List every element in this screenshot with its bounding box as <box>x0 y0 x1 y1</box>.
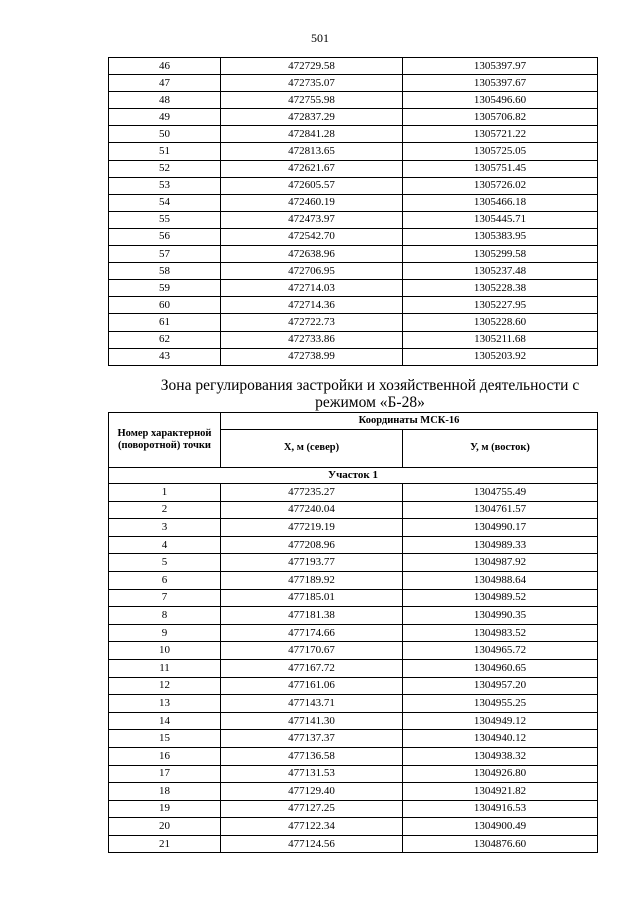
point-number-cell: 1 <box>109 484 221 502</box>
y-coordinate-cell: 1304926.80 <box>403 765 598 783</box>
x-coordinate-cell: 472621.67 <box>221 160 403 177</box>
y-coordinate-cell: 1305445.71 <box>403 211 598 228</box>
y-coordinate-cell: 1304988.64 <box>403 571 598 589</box>
table-row <box>109 730 598 748</box>
table-row <box>109 695 598 713</box>
table-row <box>109 536 598 554</box>
y-coordinate-cell: 1304955.25 <box>403 695 598 713</box>
x-coordinate-cell: 477219.19 <box>221 519 403 537</box>
x-coordinate-cell: 477240.04 <box>221 501 403 519</box>
y-coordinate-cell: 1305726.02 <box>403 177 598 194</box>
y-coordinate-cell: 1305466.18 <box>403 194 598 211</box>
point-number-cell: 2 <box>109 501 221 519</box>
point-number-cell: 17 <box>109 765 221 783</box>
table-row <box>109 348 598 365</box>
table-row <box>109 280 598 297</box>
point-number-cell: 61 <box>109 314 221 331</box>
point-number-cell: 16 <box>109 747 221 765</box>
point-number-cell: 13 <box>109 695 221 713</box>
point-number-cell: 5 <box>109 554 221 572</box>
table-row <box>109 835 598 853</box>
x-coordinate-cell: 477161.06 <box>221 677 403 695</box>
point-number-cell: 9 <box>109 624 221 642</box>
header-coordinates: Координаты МСК-16 <box>221 413 598 430</box>
y-coordinate-cell: 1304990.35 <box>403 607 598 625</box>
x-coordinate-cell: 477208.96 <box>221 536 403 554</box>
table-row <box>109 263 598 280</box>
y-coordinate-cell: 1305751.45 <box>403 160 598 177</box>
y-coordinate-cell: 1304990.17 <box>403 519 598 537</box>
table-row <box>109 484 598 502</box>
x-coordinate-cell: 477136.58 <box>221 747 403 765</box>
y-coordinate-cell: 1305227.95 <box>403 297 598 314</box>
x-coordinate-cell: 472706.95 <box>221 263 403 280</box>
x-coordinate-cell: 477137.37 <box>221 730 403 748</box>
x-coordinate-cell: 472714.36 <box>221 297 403 314</box>
point-number-cell: 54 <box>109 194 221 211</box>
coordinates-table <box>108 412 598 853</box>
table-row <box>109 571 598 589</box>
table-row <box>109 747 598 765</box>
x-coordinate-cell: 472729.58 <box>221 58 403 75</box>
table-row <box>109 818 598 836</box>
point-number-cell: 60 <box>109 297 221 314</box>
y-coordinate-cell: 1305706.82 <box>403 109 598 126</box>
y-coordinate-cell: 1304761.57 <box>403 501 598 519</box>
x-coordinate-cell: 477185.01 <box>221 589 403 607</box>
x-coordinate-cell: 472837.29 <box>221 109 403 126</box>
table-row <box>109 58 598 75</box>
y-coordinate-cell: 1304940.12 <box>403 730 598 748</box>
point-number-cell: 50 <box>109 126 221 143</box>
y-coordinate-cell: 1305496.60 <box>403 92 598 109</box>
x-coordinate-cell: 477170.67 <box>221 642 403 660</box>
table-row <box>109 659 598 677</box>
table-row <box>109 642 598 660</box>
table-row <box>109 589 598 607</box>
table-row <box>109 92 598 109</box>
point-number-cell: 4 <box>109 536 221 554</box>
x-coordinate-cell: 472542.70 <box>221 228 403 245</box>
table-row <box>109 783 598 801</box>
point-number-cell: 20 <box>109 818 221 836</box>
point-number-cell: 10 <box>109 642 221 660</box>
point-number-cell: 56 <box>109 228 221 245</box>
x-coordinate-cell: 477181.38 <box>221 607 403 625</box>
y-coordinate-cell: 1305383.95 <box>403 228 598 245</box>
header-point-number: Номер характерной (поворотной) точки <box>109 413 221 468</box>
x-coordinate-cell: 472722.73 <box>221 314 403 331</box>
x-coordinate-cell: 477167.72 <box>221 659 403 677</box>
y-coordinate-cell: 1305299.58 <box>403 246 598 263</box>
point-number-cell: 53 <box>109 177 221 194</box>
y-coordinate-cell: 1305237.48 <box>403 263 598 280</box>
table-row <box>109 765 598 783</box>
point-number-cell: 15 <box>109 730 221 748</box>
y-coordinate-cell: 1305203.92 <box>403 348 598 365</box>
table-row <box>109 160 598 177</box>
y-coordinate-cell: 1304900.49 <box>403 818 598 836</box>
table-row <box>109 800 598 818</box>
y-coordinate-cell: 1305397.97 <box>403 58 598 75</box>
y-coordinate-cell: 1304965.72 <box>403 642 598 660</box>
y-coordinate-cell: 1304987.92 <box>403 554 598 572</box>
point-number-cell: 7 <box>109 589 221 607</box>
x-coordinate-cell: 472460.19 <box>221 194 403 211</box>
point-number-cell: 57 <box>109 246 221 263</box>
x-coordinate-cell: 472841.28 <box>221 126 403 143</box>
y-coordinate-cell: 1305228.60 <box>403 314 598 331</box>
point-number-cell: 58 <box>109 263 221 280</box>
x-coordinate-cell: 472638.96 <box>221 246 403 263</box>
page-number: 501 <box>311 31 329 45</box>
y-coordinate-cell: 1305228.38 <box>403 280 598 297</box>
x-coordinate-cell: 477129.40 <box>221 783 403 801</box>
table-row <box>109 177 598 194</box>
x-coordinate-cell: 472735.07 <box>221 75 403 92</box>
point-number-cell: 49 <box>109 109 221 126</box>
point-number-cell: 3 <box>109 519 221 537</box>
point-number-cell: 51 <box>109 143 221 160</box>
point-number-cell: 43 <box>109 348 221 365</box>
table-row <box>109 501 598 519</box>
x-coordinate-cell: 477174.66 <box>221 624 403 642</box>
point-number-cell: 12 <box>109 677 221 695</box>
table-row <box>109 314 598 331</box>
x-coordinate-cell: 477189.92 <box>221 571 403 589</box>
point-number-cell: 6 <box>109 571 221 589</box>
x-coordinate-cell: 472605.57 <box>221 177 403 194</box>
table-row <box>109 607 598 625</box>
table-row <box>109 297 598 314</box>
point-number-cell: 47 <box>109 75 221 92</box>
table-row <box>109 194 598 211</box>
y-coordinate-cell: 1304949.12 <box>403 712 598 730</box>
point-number-cell: 11 <box>109 659 221 677</box>
table-row <box>109 126 598 143</box>
point-number-cell: 8 <box>109 607 221 625</box>
point-number-cell: 18 <box>109 783 221 801</box>
y-coordinate-cell: 1305211.68 <box>403 331 598 348</box>
y-coordinate-cell: 1304876.60 <box>403 835 598 853</box>
point-number-cell: 46 <box>109 58 221 75</box>
point-number-cell: 52 <box>109 160 221 177</box>
x-coordinate-cell: 477235.27 <box>221 484 403 502</box>
point-number-cell: 14 <box>109 712 221 730</box>
table-row <box>109 331 598 348</box>
table-row <box>109 519 598 537</box>
x-coordinate-cell: 472473.97 <box>221 211 403 228</box>
coordinates-table-continued <box>108 57 598 366</box>
x-coordinate-cell: 477143.71 <box>221 695 403 713</box>
x-coordinate-cell: 477122.34 <box>221 818 403 836</box>
y-coordinate-cell: 1304989.52 <box>403 589 598 607</box>
header-y: У, м (восток) <box>403 430 598 468</box>
table-row <box>109 246 598 263</box>
x-coordinate-cell: 477124.56 <box>221 835 403 853</box>
point-number-cell: 59 <box>109 280 221 297</box>
y-coordinate-cell: 1304938.32 <box>403 747 598 765</box>
x-coordinate-cell: 477141.30 <box>221 712 403 730</box>
y-coordinate-cell: 1304921.82 <box>403 783 598 801</box>
subsection-label: Участок 1 <box>109 468 598 484</box>
point-number-cell: 55 <box>109 211 221 228</box>
y-coordinate-cell: 1305721.22 <box>403 126 598 143</box>
y-coordinate-cell: 1305725.05 <box>403 143 598 160</box>
y-coordinate-cell: 1304916.53 <box>403 800 598 818</box>
section-title: Зона регулирования застройки и хозяйственной деятельности с режимом «Б-28» <box>160 377 580 411</box>
y-coordinate-cell: 1304983.52 <box>403 624 598 642</box>
header-x: X, м (север) <box>221 430 403 468</box>
x-coordinate-cell: 472755.98 <box>221 92 403 109</box>
table-row <box>109 554 598 572</box>
table-row <box>109 712 598 730</box>
x-coordinate-cell: 472714.03 <box>221 280 403 297</box>
table-row <box>109 624 598 642</box>
x-coordinate-cell: 477131.53 <box>221 765 403 783</box>
subsection-row <box>109 468 598 484</box>
x-coordinate-cell: 472733.86 <box>221 331 403 348</box>
y-coordinate-cell: 1304989.33 <box>403 536 598 554</box>
table-row <box>109 211 598 228</box>
y-coordinate-cell: 1304957.20 <box>403 677 598 695</box>
y-coordinate-cell: 1304960.65 <box>403 659 598 677</box>
table-row <box>109 228 598 245</box>
point-number-cell: 19 <box>109 800 221 818</box>
table-row <box>109 75 598 92</box>
point-number-cell: 48 <box>109 92 221 109</box>
x-coordinate-cell: 477193.77 <box>221 554 403 572</box>
x-coordinate-cell: 477127.25 <box>221 800 403 818</box>
point-number-cell: 62 <box>109 331 221 348</box>
x-coordinate-cell: 472738.99 <box>221 348 403 365</box>
table-row <box>109 109 598 126</box>
table-row <box>109 677 598 695</box>
x-coordinate-cell: 472813.65 <box>221 143 403 160</box>
y-coordinate-cell: 1305397.67 <box>403 75 598 92</box>
y-coordinate-cell: 1304755.49 <box>403 484 598 502</box>
table-row <box>109 143 598 160</box>
point-number-cell: 21 <box>109 835 221 853</box>
